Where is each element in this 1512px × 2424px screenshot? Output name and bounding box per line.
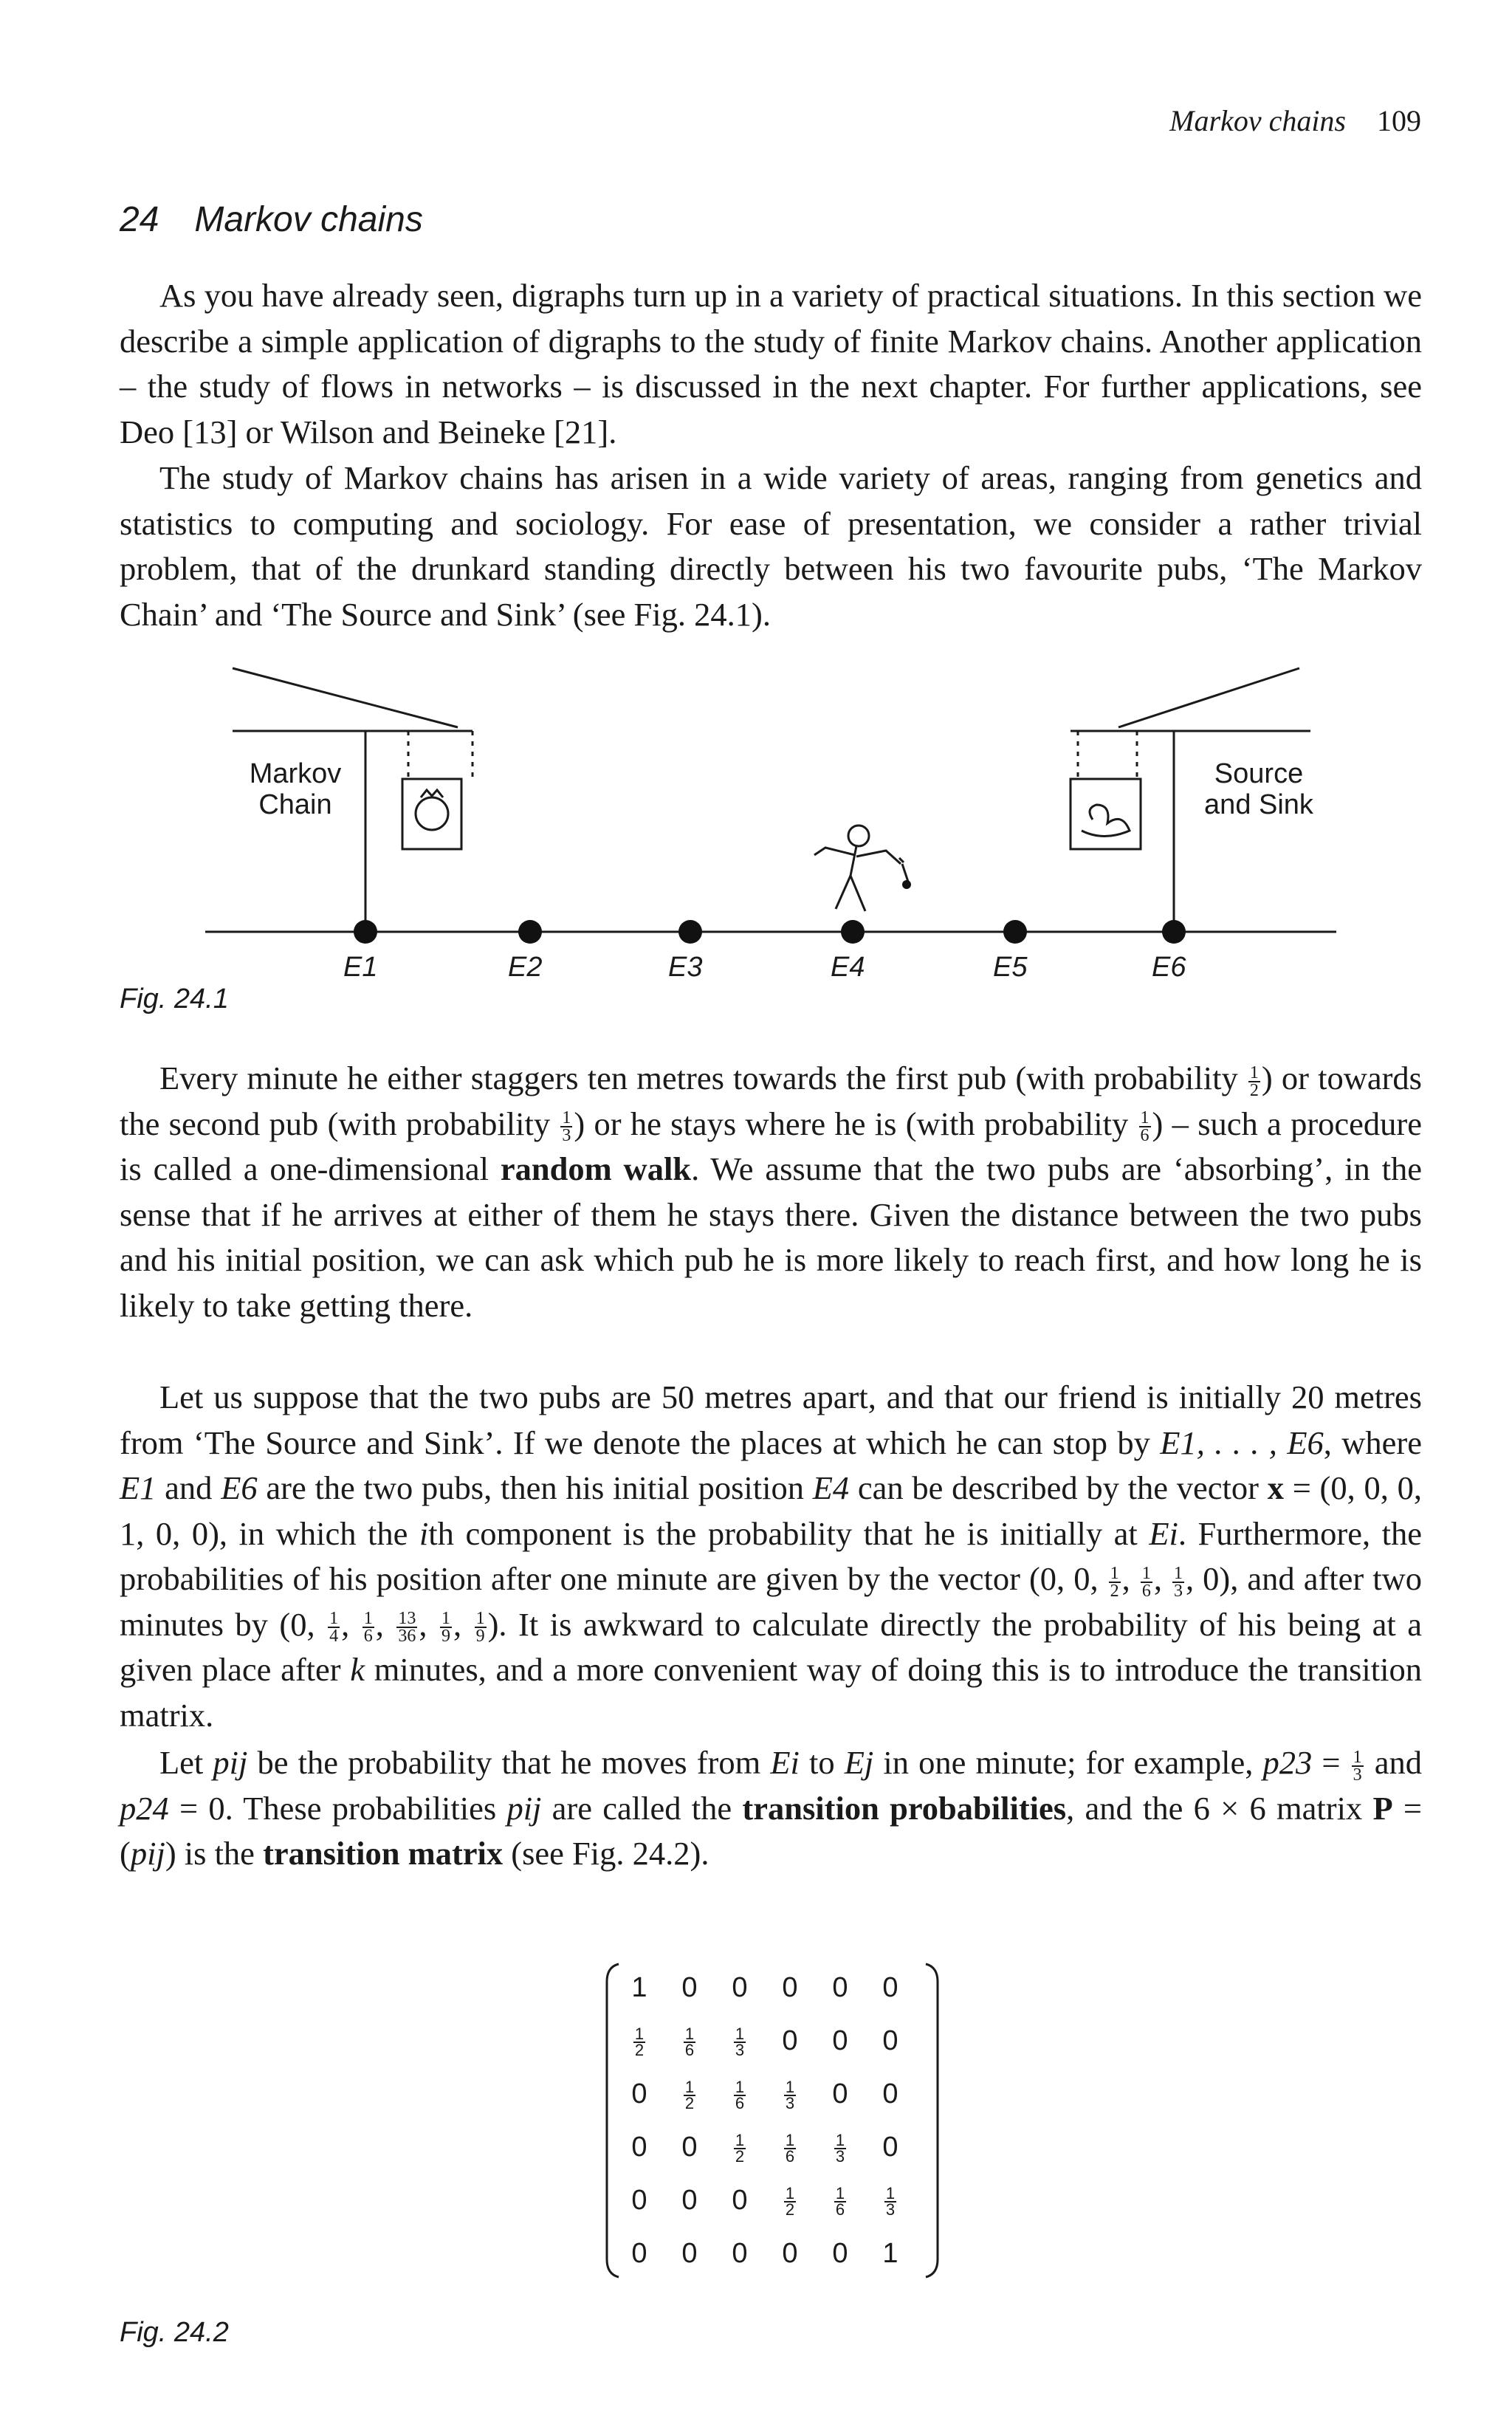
matrix-cell: 0 xyxy=(782,2238,798,2269)
fraction: $\frac{1}{6}$ xyxy=(1140,1108,1150,1146)
matrix-cell: 0 xyxy=(882,1972,898,2003)
fraction: $\frac{1}{3}$ xyxy=(562,1108,571,1146)
running-head-title: Markov chains xyxy=(1169,104,1346,137)
page-number: 109 xyxy=(1377,104,1421,137)
matrix-cell: $\frac{1}{2}$ xyxy=(634,2024,645,2059)
pub-label-markov: Markov xyxy=(249,758,342,789)
pub-label-source: Source xyxy=(1214,758,1304,789)
matrix-cell: 0 xyxy=(782,2025,798,2056)
figure-24-1 xyxy=(0,650,1512,1034)
matrix-cell: 0 xyxy=(882,2132,898,2163)
matrix-cell: 0 xyxy=(882,2078,898,2109)
matrix-cell: $\frac{1}{6}$ xyxy=(735,2077,745,2112)
matrix-cell: $\frac{1}{3}$ xyxy=(785,2077,795,2112)
position-label-e5: E5 xyxy=(993,952,1028,983)
matrix-row xyxy=(617,2227,935,2280)
position-label-e6: E6 xyxy=(1152,952,1186,983)
matrix-cell: 0 xyxy=(732,2185,748,2216)
matrix-cell: 0 xyxy=(681,2132,698,2163)
paragraph-2: The study of Markov chains has arisen in a wide variety of areas, ranging from genetics and statistics to computing and sociology. For ease of presentation, we consider a rather trivial problem, that of the drunkard standing directly between his two favourite pubs, ‘The Markov Chain’ and ‘The Source and Sink’ (see Fig. 24.1). xyxy=(120,459,1422,633)
matrix-cell: 0 xyxy=(681,2238,698,2269)
matrix-cell: $\frac{1}{6}$ xyxy=(835,2183,845,2219)
matrix-cell: 0 xyxy=(631,2132,647,2163)
figure-24-2-caption: Fig. 24.2 xyxy=(120,2317,229,2348)
matrix-cell: 0 xyxy=(631,2238,647,2269)
term-transition-probabilities: transition probabilities xyxy=(742,1789,1067,1827)
matrix-cell: $\frac{1}{3}$ xyxy=(735,2024,745,2059)
matrix-row xyxy=(617,2014,935,2067)
paragraph-5: Let pij be the probability that he moves from Ei to Ej in one minute; for example, p23 = $\frac{1}{3}$ and p24 = 0. These probabilities pij are called the transition probabilities, and the 6 × 6 matrix P = (pij) is the transition matrix (see Fig. 24.2). xyxy=(120,1744,1422,1872)
matrix-cell: 0 xyxy=(631,2078,647,2109)
pub-label-chain: Chain xyxy=(258,789,332,820)
position-label-e4: E4 xyxy=(831,952,865,983)
matrix-cell: $\frac{1}{2}$ xyxy=(684,2077,695,2112)
matrix-cell: 0 xyxy=(832,1972,848,2003)
running-head xyxy=(1169,103,1421,138)
position-label-e3: E3 xyxy=(668,952,703,983)
section-number: 24 xyxy=(120,200,159,239)
matrix-cell: 0 xyxy=(681,2185,698,2216)
matrix-cell: 0 xyxy=(732,2238,748,2269)
fraction: $\frac{1}{2}$ xyxy=(1249,1062,1259,1100)
matrix-cell: 0 xyxy=(631,2185,647,2216)
paragraph-1: As you have already seen, digraphs turn up in a variety of practical situations. In this section we describe a simple application of digraphs to the study of finite Markov chains. Another application – the study of flows in networks – is discussed in the next chapter. For further applications, see Deo [13] or Wilson and Beineke [21]. xyxy=(120,277,1422,450)
matrix-cell: 0 xyxy=(832,2025,848,2056)
paragraph-4: Let us suppose that the two pubs are 50 metres apart, and that our friend is initially 20 metres from ‘The Source and Sink’. If we denote the places at which he can stop by E1, . . . , E6, where E1 and E6 are the two pubs, then his initial position E4 can be described by the vector x = (0, 0, 0, 1, 0, 0), in which the ith component is the probability that he is initially at Ei. Furthermore, the probabilities of his position after one minute are given by the vector (0, 0, $\frac{1}{2}$ , $\frac{1}{6}$ , $\frac{1}{3}$ , 0), and after two minutes by (0, $\frac{1}{4}$ , $\frac{1}{6}$ , $\frac{13}{36}$ , $\frac{1}{9}$ , $\frac{1}{9}$ ). It is awkward to calculate directly the probability of his being at a given place after k minutes, and a more convenient way of doing this is to introduce the transition matrix. xyxy=(120,1378,1422,1734)
matrix-row xyxy=(617,2174,935,2227)
matrix-row xyxy=(617,1961,935,2014)
matrix-cell: $\frac{1}{2}$ xyxy=(785,2183,795,2219)
matrix-cell: 0 xyxy=(832,2238,848,2269)
matrix-cell: 0 xyxy=(832,2078,848,2109)
figure-24-1-caption: Fig. 24.1 xyxy=(120,983,229,1014)
matrix-cell: 0 xyxy=(882,2025,898,2056)
matrix-row xyxy=(617,2121,935,2174)
matrix-cell: 0 xyxy=(681,1972,698,2003)
matrix-cell: 1 xyxy=(882,2238,898,2269)
matrix-cell: $\frac{1}{6}$ xyxy=(785,2130,795,2166)
term-transition-matrix: transition matrix xyxy=(263,1835,504,1872)
matrix-cell: 0 xyxy=(732,1972,748,2003)
matrix-cell: $\frac{1}{3}$ xyxy=(835,2130,845,2166)
matrix-cell: 1 xyxy=(631,1972,647,2003)
matrix-cell: $\frac{1}{3}$ xyxy=(885,2183,896,2219)
transition-matrix xyxy=(602,1958,942,2283)
position-label-e2: E2 xyxy=(508,952,543,983)
term-random-walk: random walk xyxy=(500,1150,692,1187)
section-title-text: Markov chains xyxy=(194,200,423,239)
matrix-cell: 0 xyxy=(782,1972,798,2003)
section-title xyxy=(120,199,423,240)
position-label-e1: E1 xyxy=(343,952,378,983)
matrix-cell: $\frac{1}{2}$ xyxy=(735,2130,745,2166)
pub-label-sink: and Sink xyxy=(1204,789,1313,820)
paragraph-3: Every minute he either staggers ten metres towards the first pub (with probability $\frac{1}{2}$ ) or towards the second pub (with probability $\frac{1}{3}$ ) or he stays where he is (with probability $\frac{1}{6}$ ) – such a procedure is called a one-dimensional random walk. We assume that the two pubs are ‘absorbing’, in the sense that if he arrives at either of them he stays there. Given the distance between the two pubs and his initial position, we can ask which pub he is more likely to reach first, and how long he is likely to take getting there. xyxy=(120,1060,1422,1324)
matrix-row xyxy=(617,2067,935,2121)
matrix-cell: $\frac{1}{6}$ xyxy=(684,2024,695,2059)
